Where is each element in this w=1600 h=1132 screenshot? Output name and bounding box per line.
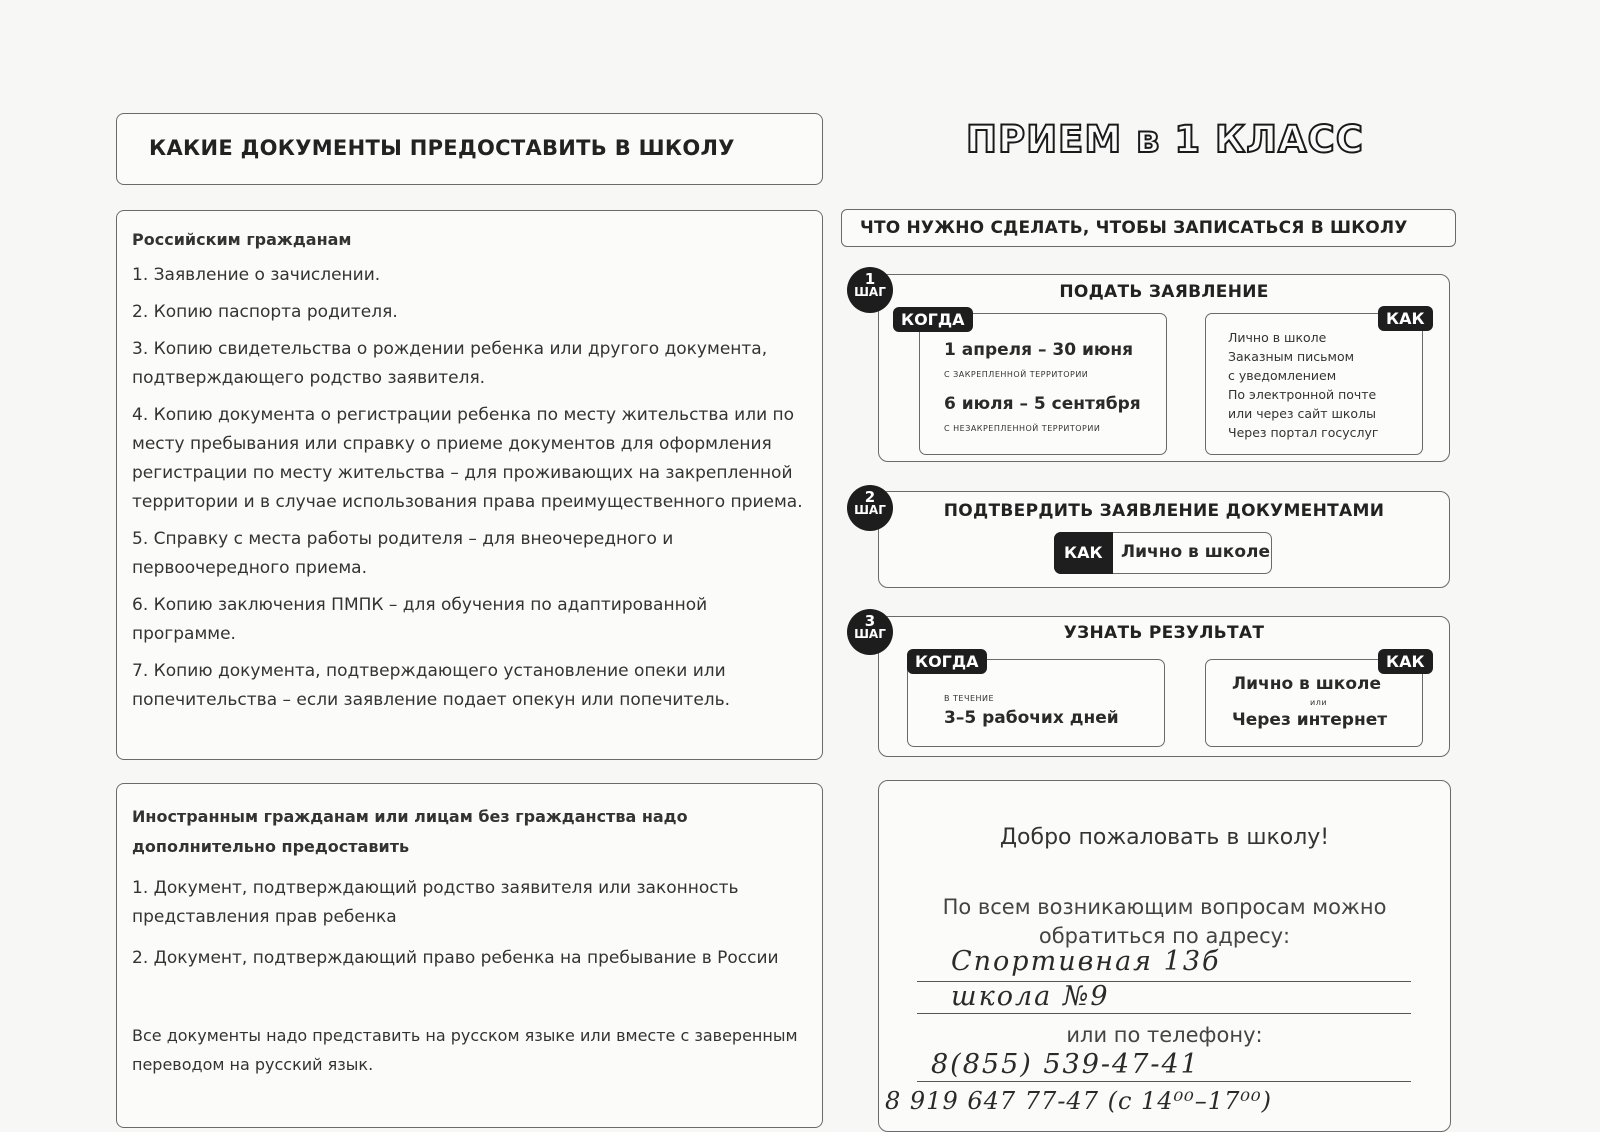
welcome-box [878,780,1451,1132]
period-2: 6 июля – 5 сентября [944,394,1141,414]
list-item: или через сайт школы [1228,406,1376,421]
russian-citizens-heading: Российским гражданам [132,230,352,249]
welcome-title: Добро пожаловать в школу! [999,825,1330,850]
step-1-box [878,274,1450,462]
step-3-badge [847,609,893,655]
what-to-do-title: ЧТО НУЖНО СДЕЛАТЬ, ЧТОБЫ ЗАПИСАТЬСЯ В ШКОЛУ [860,218,1408,238]
step-2-how-text: Лично в школе [1121,542,1270,562]
list-item: 3. Копию свидетельства о рождении ребенка или другого документа, подтверждающего родство заявителя. [132,339,768,388]
how-option-2: Через интернет [1232,710,1388,730]
step-1-when-box [919,313,1167,455]
list-item: Заказным письмом [1228,349,1355,364]
step-word: ШАГ [854,285,886,299]
step-1-how-box [1205,313,1423,455]
phone-line [917,1081,1411,1082]
step-2-box [878,491,1450,588]
step-3-box [878,616,1450,757]
step-2-badge [847,485,893,531]
list-item: 5. Справку с места работы родителя – для внеочередного и первоочередного приема. [132,529,674,578]
foreign-citizens-section [116,783,823,1128]
or-label: или [1310,698,1328,707]
step-number: 1 [864,270,876,288]
how-tag: КАК [1054,532,1113,574]
result-days: 3–5 рабочих дней [944,708,1119,728]
step-1-title: ПОДАТЬ ЗАЯВЛЕНИЕ [1059,282,1269,302]
how-option-1: Лично в школе [1232,674,1381,694]
admission-title: ПРИЕМ в 1 КЛАСС [966,118,1364,161]
period-2-note: С НЕЗАКРЕПЛЕННОЙ ТЕРРИТОРИИ [944,424,1101,433]
foreign-citizens-heading: Иностранным гражданам или лицам без гражданства надо дополнительно предоставить [132,807,688,856]
list-item: 7. Копию документа, подтверждающего установление опеки или попечительства – если заявление подает опекун или попечитель. [132,661,731,710]
how-list [1228,328,1378,442]
step-1-badge [847,267,893,313]
handwritten-phone-2: 8 919 647 77-47 (с 14⁰⁰–17⁰⁰) [885,1087,1272,1115]
translation-note: Все документы надо представить на русском языке или вместе с заверенным переводом на русский язык. [132,1026,798,1074]
handwritten-address-2: школа №9 [951,981,1110,1012]
list-item: Лично в школе [1228,330,1327,345]
list-item: с уведомлением [1228,368,1337,383]
documents-title: КАКИЕ ДОКУМЕНТЫ ПРЕДОСТАВИТЬ В ШКОЛУ [149,136,735,160]
period-1-note: С ЗАКРЕПЛЕННОЙ ТЕРРИТОРИИ [944,370,1089,379]
welcome-line-2: обратиться по адресу: [1038,924,1291,948]
list-item: 1. Документ, подтверждающий родство заявителя или законность представления прав ребенка [132,878,739,927]
list-item: 6. Копию заключения ПМПК – для обучения по адаптированной программе. [132,595,708,644]
list-item: По электронной почте [1228,387,1377,402]
step-number: 3 [864,612,876,630]
handwritten-phone-1: 8(855) 539-47-41 [931,1049,1200,1080]
or-phone-label: или по телефону: [1066,1023,1263,1047]
step-3-title: УЗНАТЬ РЕЗУЛЬТАТ [1063,623,1265,643]
when-tag: КОГДА [907,649,987,674]
welcome-text [879,893,1450,951]
list-item: 2. Копию паспорта родителя. [132,302,398,322]
how-tag: КАК [1378,649,1433,674]
list-item: 1. Заявление о зачислении. [132,265,381,285]
list-item: 4. Копию документа о регистрации ребенка по месту жительства или по месту пребывания или справку о приеме документов для оформления регистрации по месту жительства – для проживающих на закрепленной территории и в случае использования права преимущественного приема. [132,405,803,512]
welcome-line-1: По всем возникающим вопросам можно [942,895,1387,919]
within-label: В ТЕЧЕНИЕ [944,694,995,703]
documents-title-box [116,113,823,185]
list-item: Через портал госуслуг [1228,425,1379,440]
list-item: 2. Документ, подтверждающий право ребенка на пребывание в России [132,948,779,968]
what-to-do-box [841,209,1456,247]
address-line-2 [917,1013,1411,1014]
step-word: ШАГ [854,503,886,517]
step-2-title: ПОДТВЕРДИТЬ ЗАЯВЛЕНИЕ ДОКУМЕНТАМИ [943,501,1385,521]
step-number: 2 [864,488,876,506]
handwritten-address-1: Спортивная 13б [951,946,1221,977]
russian-citizens-section [116,210,823,760]
how-tag: КАК [1378,306,1433,331]
when-tag: КОГДА [893,307,973,332]
period-1: 1 апреля – 30 июня [944,340,1134,360]
step-word: ШАГ [854,627,886,641]
